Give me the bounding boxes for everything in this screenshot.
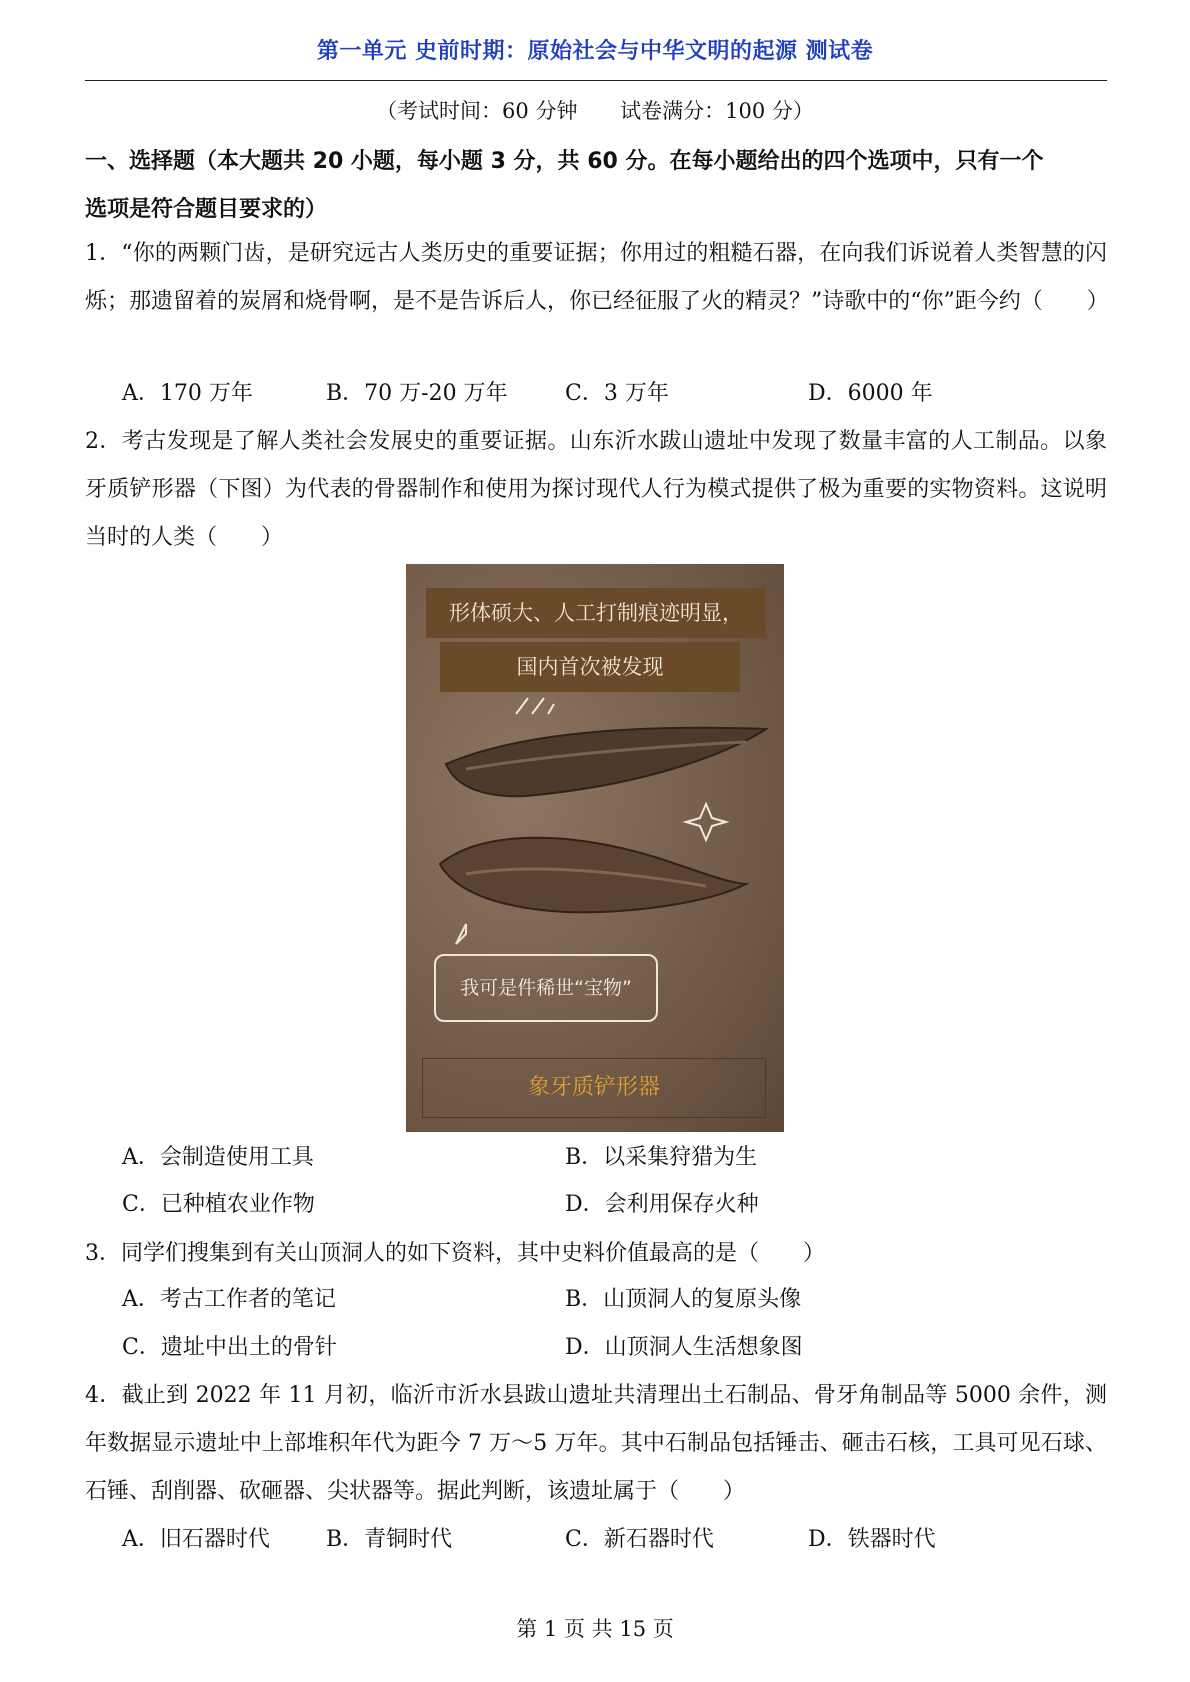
option-c: C．3 万年	[565, 381, 669, 406]
option-d: D．铁器时代	[808, 1527, 936, 1552]
figure-banner-1: 形体硕大、人工打制痕迹明显，	[426, 588, 766, 638]
option-c: C．遗址中出土的骨针	[122, 1335, 337, 1360]
header-divider	[85, 80, 1107, 81]
ivory-shovel-drawing	[406, 564, 784, 1132]
question-stem: 考古发现是了解人类社会发展史的重要证据。山东沂水跋山遗址中发现了数量丰富的人工制品。以象牙质铲形器（下图）为代表的骨器制作和使用为探讨现代人行为模式提供了极为重要的实物资料。这说明当时的人类（ ）	[85, 429, 1107, 550]
exam-info	[0, 95, 1190, 125]
option-a: A．会制造使用工具	[122, 1145, 314, 1170]
option-a: A．170 万年	[122, 381, 253, 406]
figure-speech-bubble: 我可是件稀世“宝物”	[434, 954, 658, 1022]
section-heading	[85, 138, 1107, 234]
full-score: 试卷满分：100 分）	[620, 99, 814, 123]
figure-caption: 象牙质铲形器	[422, 1058, 766, 1118]
question-number: 1．	[85, 241, 122, 266]
section-heading-line-1: 一、选择题（本大题共 20 小题，每小题 3 分，共 60 分。在每小题给出的四个选项中，只有一个	[85, 149, 1044, 174]
question-stem: “你的两颗门齿，是研究远古人类历史的重要证据；你用过的粗糙石器，在向我们诉说着人类智慧的闪烁；那遗留着的炭屑和烧骨啊，是不是告诉后人，你已经征服了火的精灵？”诗歌中的“你”距今约（ ）	[85, 241, 1109, 314]
option-d: D．6000 年	[808, 381, 933, 406]
option-b: B．以采集狩猎为生	[565, 1145, 758, 1170]
question-stem: 截止到 2022 年 11 月初，临沂市沂水县跋山遗址共清理出土石制品、骨牙角制品等 5000 余件，测年数据显示遗址中上部堆积年代为距今 7 万～5 万年。其中石制品包括锤击、砸击石核，工具可见石球、石锤、刮削器、砍砸器、尖状器等。据此判断，该遗址属于（ ）	[85, 1383, 1107, 1504]
option-a: A．考古工作者的笔记	[122, 1287, 336, 1312]
figure-banner-2: 国内首次被发现	[440, 642, 740, 692]
page-footer: 第 1 页 共 15 页	[516, 1617, 674, 1641]
question-stem: 同学们搜集到有关山顶洞人的如下资料，其中史料价值最高的是（ ）	[121, 1241, 826, 1266]
option-d: D．会利用保存火种	[565, 1192, 759, 1217]
ivory-shovel-figure	[406, 564, 784, 1132]
question-number: 2．	[85, 429, 122, 454]
option-c: C．已种植农业作物	[122, 1192, 315, 1217]
option-b: B．70 万-20 万年	[326, 381, 508, 406]
question-3	[85, 1230, 1107, 1278]
option-a: A．旧石器时代	[122, 1527, 270, 1552]
page-title: 第一单元 史前时期：原始社会与中华文明的起源 测试卷	[316, 39, 874, 64]
option-c: C．新石器时代	[565, 1527, 714, 1552]
exam-time: （考试时间：60 分钟	[376, 99, 578, 123]
section-heading-line-2: 选项是符合题目要求的）	[85, 197, 328, 222]
question-1	[85, 230, 1107, 326]
option-b: B．山顶洞人的复原头像	[565, 1287, 802, 1312]
question-number: 3．	[85, 1241, 121, 1266]
question-number: 4．	[85, 1383, 122, 1408]
option-d: D．山顶洞人生活想象图	[565, 1335, 803, 1360]
option-b: B．青铜时代	[326, 1527, 453, 1552]
question-4	[85, 1372, 1107, 1516]
question-2	[85, 418, 1107, 562]
